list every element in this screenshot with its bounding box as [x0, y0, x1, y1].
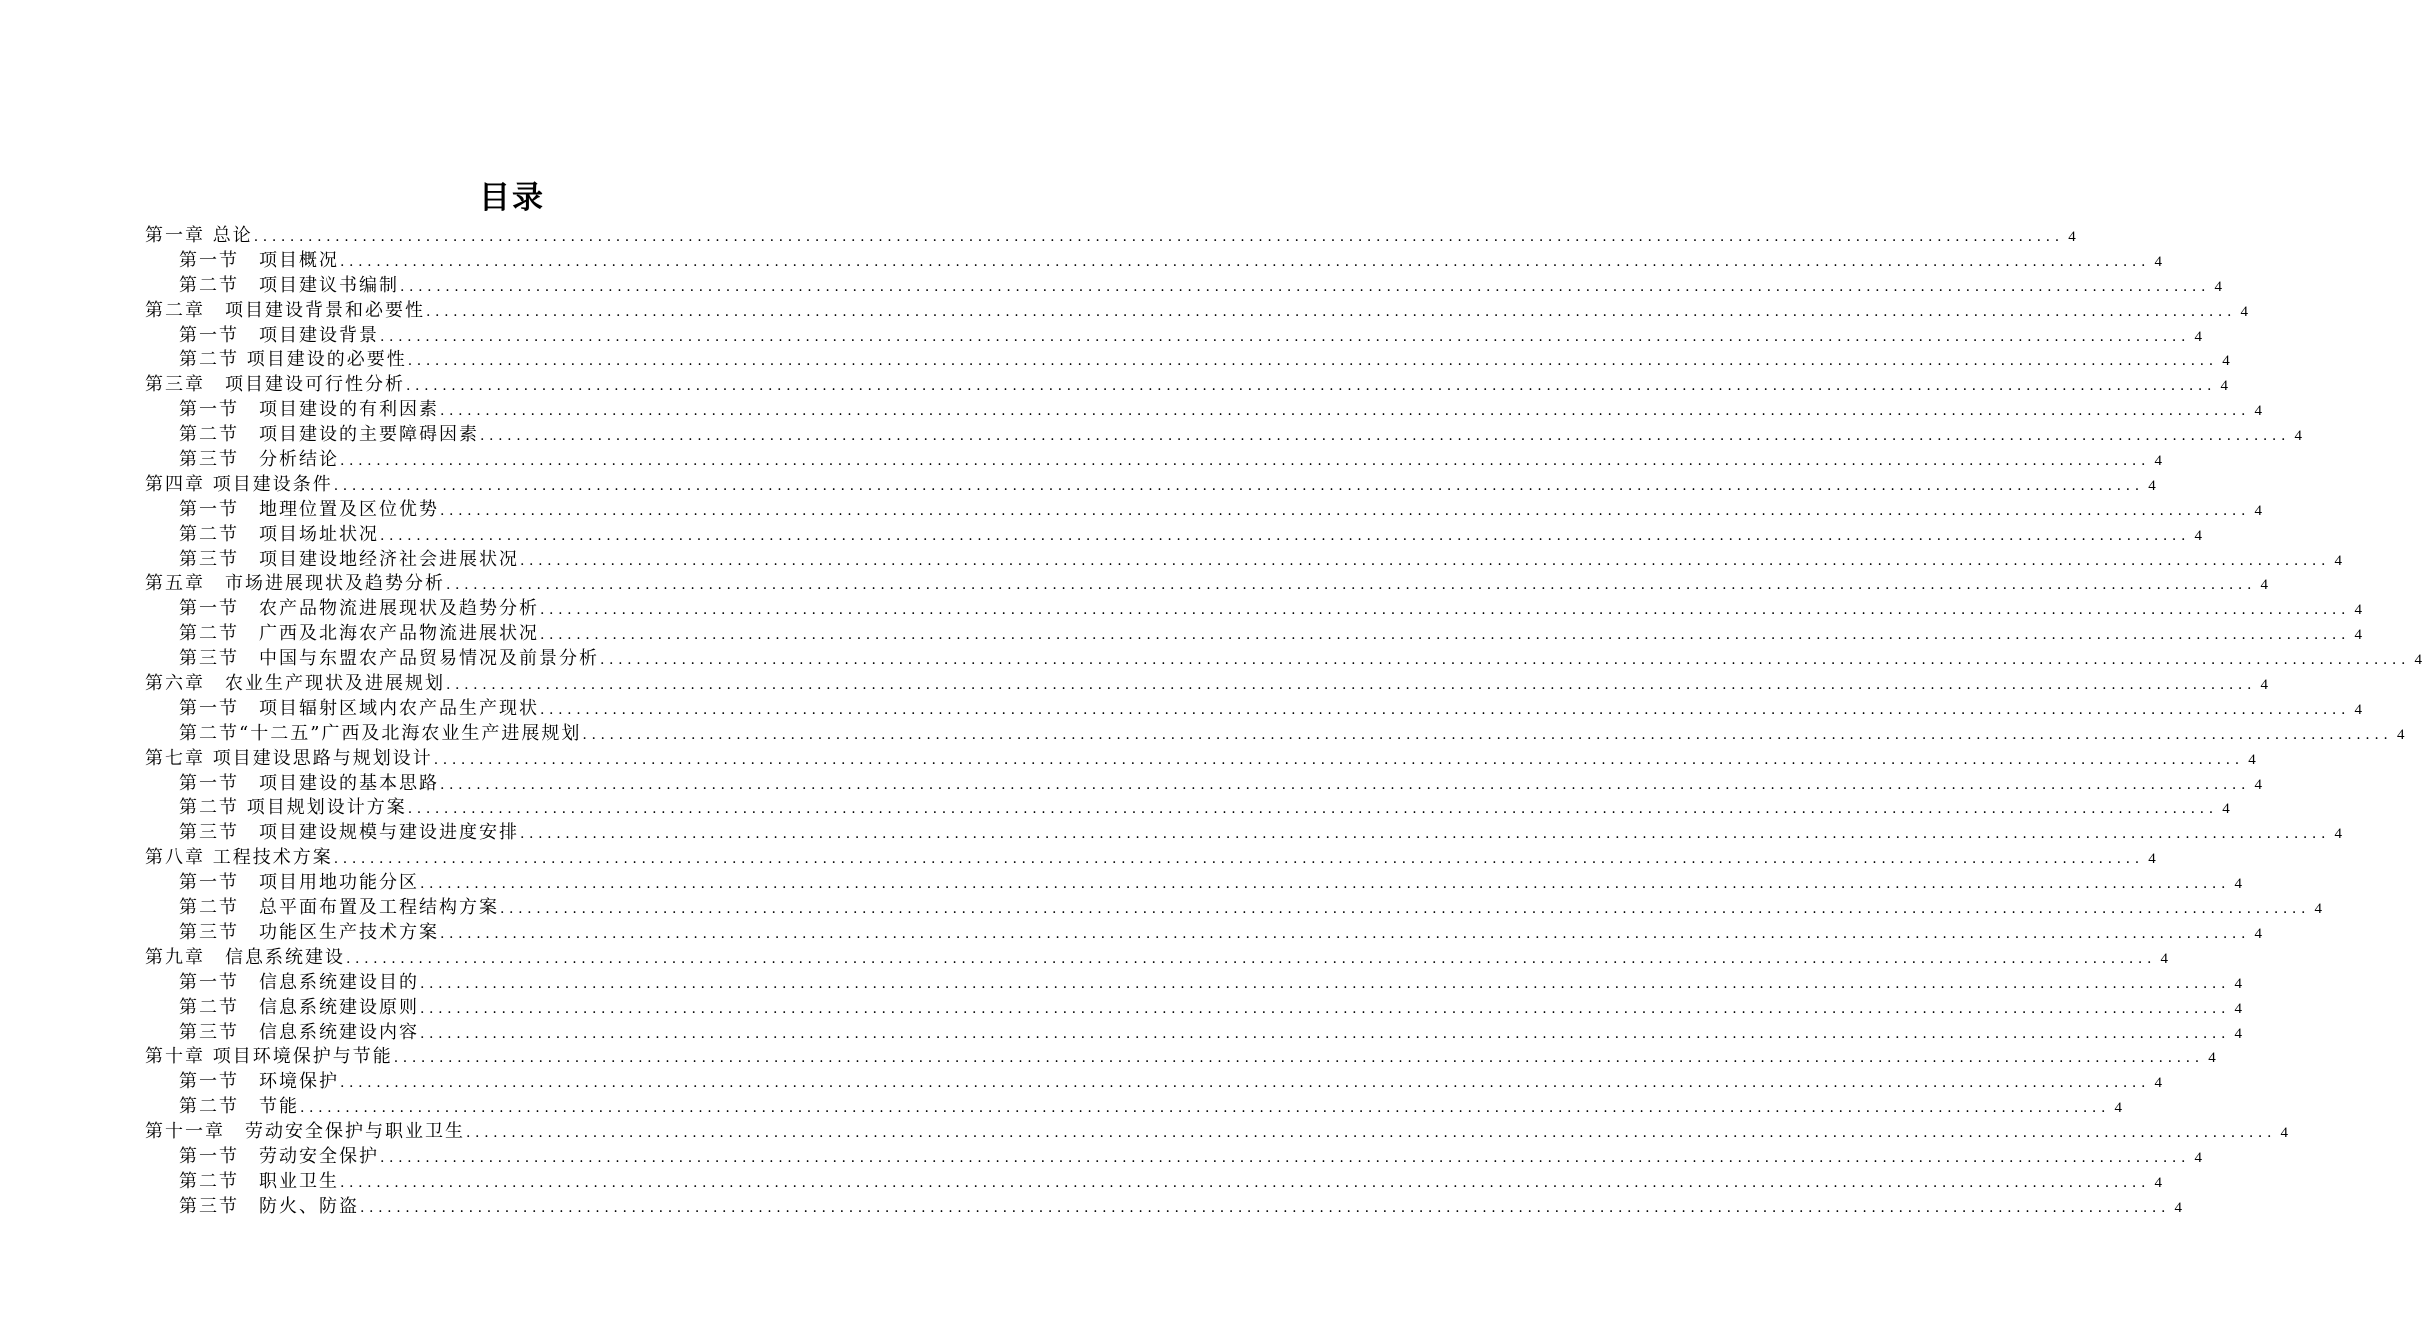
toc-section-title[interactable]: 第二节 项目建设的必要性: [179, 349, 407, 371]
toc-dot-leader: ........................................................................................................................................................................................................: [440, 403, 2251, 420]
toc-page-number: 4: [2260, 677, 2269, 694]
toc-dot-leader: ........................................................................................................................................................................................................: [446, 577, 2257, 594]
toc-dot-leader: ........................................................................................................................................................................................................: [380, 527, 2191, 544]
toc-dot-leader: ........................................................................................................................................................................................................: [420, 876, 2231, 893]
toc-chapter-entry[interactable]: [145, 1045, 2216, 1070]
toc-dot-leader: ........................................................................................................................................................................................................: [300, 1100, 2111, 1117]
toc-section-entry[interactable]: [145, 821, 2343, 846]
toc-page-number: 4: [2160, 950, 2169, 967]
toc-section-entry[interactable]: [145, 1170, 2163, 1195]
toc-page-number: 4: [2234, 1025, 2243, 1042]
toc-section-title[interactable]: 第一节 农产品物流进展现状及趋势分析: [179, 598, 539, 620]
toc-page-number: 4: [2254, 502, 2263, 519]
toc-chapter-title[interactable]: 第十章 项目环境保护与节能: [145, 1046, 393, 1068]
toc-dot-leader: ........................................................................................................................................................................................................: [333, 851, 2144, 868]
toc-section-entry[interactable]: [145, 1195, 2183, 1220]
toc-section-entry[interactable]: [145, 498, 2263, 523]
toc-dot-leader: ........................................................................................................................................................................................................: [346, 950, 2157, 967]
toc-section-title[interactable]: 第一节 信息系统建设目的: [179, 971, 419, 993]
toc-page-number: 4: [2194, 328, 2203, 345]
toc-page-number: 4: [2240, 303, 2249, 320]
toc-section-title[interactable]: 第二节 节能: [179, 1096, 299, 1118]
toc-page-number: 4: [2234, 876, 2243, 893]
toc-dot-leader: ........................................................................................................................................................................................................: [407, 353, 2218, 370]
toc-section-title[interactable]: 第二节 项目建议书编制: [179, 274, 399, 296]
toc-section-entry[interactable]: [145, 597, 2363, 622]
toc-section-entry[interactable]: [145, 896, 2323, 921]
toc-section-title[interactable]: 第二节 项目建设的主要障碍因素: [179, 424, 479, 446]
toc-dot-leader: ........................................................................................................................................................................................................: [540, 701, 2351, 718]
toc-dot-leader: ........................................................................................................................................................................................................: [420, 975, 2231, 992]
toc-section-title[interactable]: 第一节 项目建设的基本思路: [179, 772, 439, 794]
toc-dot-leader: ........................................................................................................................................................................................................: [393, 1050, 2204, 1067]
toc-section-entry[interactable]: [145, 523, 2203, 548]
toc-section-title[interactable]: 第三节 项目建设地经济社会进展状况: [179, 548, 519, 570]
toc-section-entry[interactable]: [145, 249, 2163, 274]
toc-page-number: 4: [2154, 253, 2163, 270]
toc-section-title[interactable]: 第二节 项目场址状况: [179, 523, 379, 545]
toc-section-title[interactable]: 第一节 地理位置及区位优势: [179, 498, 439, 520]
toc-dot-leader: ........................................................................................................................................................................................................: [540, 602, 2351, 619]
toc-dot-leader: ........................................................................................................................................................................................................: [420, 1025, 2231, 1042]
toc-section-entry[interactable]: [145, 1145, 2203, 1170]
toc-section-title[interactable]: 第三节 信息系统建设内容: [179, 1021, 419, 1043]
toc-page-number: 4: [2254, 776, 2263, 793]
toc-page-number: 4: [2114, 1100, 2123, 1117]
toc-dot-leader: ........................................................................................................................................................................................................: [440, 925, 2251, 942]
toc-dot-leader: ........................................................................................................................................................................................................: [253, 229, 2064, 245]
toc-dot-leader: ........................................................................................................................................................................................................: [426, 303, 2237, 320]
toc-section-entry[interactable]: [145, 921, 2263, 946]
toc-dot-leader: ........................................................................................................................................................................................................: [440, 776, 2251, 793]
toc-page-number: 4: [2354, 701, 2363, 718]
toc-chapter-title[interactable]: 第四章 项目建设条件: [145, 473, 333, 495]
toc-dot-leader: ........................................................................................................................................................................................................: [333, 477, 2144, 494]
toc-section-title[interactable]: 第三节 分析结论: [179, 449, 339, 471]
toc-section-title[interactable]: 第二节 项目规划设计方案: [179, 797, 407, 819]
toc-dot-leader: ........................................................................................................................................................................................................: [400, 278, 2211, 295]
toc-page-number: 4: [2222, 353, 2230, 370]
toc-chapter-title[interactable]: 第一章 总论: [145, 225, 253, 246]
toc-page-number: 4: [2154, 453, 2163, 470]
toc-dot-leader: ........................................................................................................................................................................................................: [446, 677, 2257, 694]
toc-dot-leader: ........................................................................................................................................................................................................: [440, 502, 2251, 519]
toc-section-title[interactable]: 第一节 项目用地功能分区: [179, 872, 419, 894]
toc-chapter-entry[interactable]: [145, 373, 2229, 398]
toc-page-number: 4: [2154, 1174, 2163, 1191]
toc-dot-leader: ........................................................................................................................................................................................................: [406, 378, 2217, 395]
toc-section-entry[interactable]: [145, 871, 2243, 896]
toc-chapter-entry[interactable]: [145, 299, 2249, 324]
toc-section-title[interactable]: 第三节 防火、防盗: [179, 1195, 359, 1217]
toc-page-number: 4: [2174, 1199, 2183, 1216]
toc-chapter-title[interactable]: 第五章 市场进展现状及趋势分析: [145, 573, 445, 595]
toc-chapter-entry[interactable]: [145, 572, 2269, 597]
toc-page-number: 4: [2354, 627, 2363, 644]
toc-dot-leader: ........................................................................................................................................................................................................: [340, 1174, 2151, 1191]
toc-section-entry[interactable]: [145, 324, 2203, 349]
toc-section-title[interactable]: 第一节 劳动安全保护: [179, 1145, 379, 1167]
toc-section-entry[interactable]: [145, 423, 2303, 448]
toc-chapter-entry[interactable]: [145, 946, 2169, 971]
toc-section-entry[interactable]: [145, 796, 2230, 821]
toc-chapter-title[interactable]: 第三章 项目建设可行性分析: [145, 374, 405, 396]
toc-chapter-title[interactable]: 第六章 农业生产现状及进展规划: [145, 673, 445, 695]
toc-chapter-entry[interactable]: [145, 747, 2256, 772]
toc-section-entry[interactable]: [145, 971, 2243, 996]
toc-page-number: 4: [2194, 527, 2203, 544]
toc-dot-leader: ........................................................................................................................................................................................................: [360, 1199, 2171, 1216]
toc-section-entry[interactable]: [145, 622, 2363, 647]
toc-dot-leader: ........................................................................................................................................................................................................: [520, 552, 2331, 569]
toc-dot-leader: ........................................................................................................................................................................................................: [340, 1075, 2151, 1092]
toc-dot-leader: ........................................................................................................................................................................................................: [500, 901, 2311, 918]
toc-section-entry[interactable]: [145, 1021, 2243, 1046]
toc-section-entry[interactable]: [145, 722, 2405, 747]
toc-page-number: 4: [2194, 1149, 2203, 1166]
toc-section-entry[interactable]: [145, 548, 2343, 573]
toc-section-title[interactable]: 第三节 项目建设规模与建设进度安排: [179, 822, 519, 844]
toc-page-number: 4: [2214, 278, 2223, 295]
toc-dot-leader: ........................................................................................................................................................................................................: [520, 826, 2331, 843]
toc-chapter-entry[interactable]: [145, 473, 2156, 498]
toc-page-number: 4: [2334, 826, 2343, 843]
toc-section-entry[interactable]: [145, 647, 2422, 672]
toc-section-title[interactable]: 第一节 项目建设背景: [179, 324, 379, 346]
toc-dot-leader: ........................................................................................................................................................................................................: [582, 726, 2393, 743]
toc-page-number: 4: [2220, 378, 2229, 395]
toc-section-entry[interactable]: [145, 448, 2163, 473]
toc-section-title[interactable]: 第一节 项目建设的有利因素: [179, 399, 439, 421]
toc-dot-leader: ........................................................................................................................................................................................................: [433, 751, 2244, 768]
toc-dot-leader: ........................................................................................................................................................................................................: [600, 652, 2411, 669]
toc-section-title[interactable]: 第一节 环境保护: [179, 1071, 339, 1093]
toc-list: [145, 224, 2422, 1220]
toc-dot-leader: ........................................................................................................................................................................................................: [466, 1125, 2277, 1142]
toc-dot-leader: ........................................................................................................................................................................................................: [340, 253, 2151, 270]
toc-section-title[interactable]: 第二节 职业卫生: [179, 1170, 339, 1192]
toc-page-number: 4: [2334, 552, 2343, 569]
toc-page-number: 4: [2234, 975, 2243, 992]
toc-title: 目录: [479, 180, 545, 216]
toc-dot-leader: ........................................................................................................................................................................................................: [540, 627, 2351, 644]
toc-chapter-entry[interactable]: [145, 672, 2269, 697]
toc-page-number: 4: [2154, 1075, 2163, 1092]
toc-chapter-title[interactable]: 第九章 信息系统建设: [145, 946, 345, 968]
toc-page-number: 4: [2148, 477, 2156, 494]
toc-page-number: 4: [2208, 1050, 2216, 1067]
toc-dot-leader: ........................................................................................................................................................................................................: [407, 801, 2218, 818]
toc-page-number: 4: [2414, 652, 2422, 669]
toc-section-entry[interactable]: [145, 398, 2263, 423]
toc-chapter-entry[interactable]: [145, 1120, 2289, 1145]
toc-page-number: 4: [2280, 1125, 2289, 1142]
toc-page-number: 4: [2148, 851, 2156, 868]
toc-dot-leader: ........................................................................................................................................................................................................: [340, 453, 2151, 470]
toc-section-title[interactable]: 第三节 中国与东盟农产品贸易情况及前景分析: [179, 648, 599, 670]
toc-dot-leader: ........................................................................................................................................................................................................: [420, 1000, 2231, 1017]
toc-section-entry[interactable]: [145, 1070, 2163, 1095]
toc-section-entry[interactable]: [145, 348, 2230, 373]
toc-section-title[interactable]: 第一节 项目概况: [179, 249, 339, 271]
toc-chapter-title[interactable]: 第十一章 劳动安全保护与职业卫生: [145, 1121, 465, 1143]
toc-page-number: 4: [2254, 403, 2263, 420]
toc-chapter-entry[interactable]: [145, 224, 2076, 249]
toc-section-entry[interactable]: [145, 772, 2263, 797]
toc-dot-leader: ........................................................................................................................................................................................................: [380, 1149, 2191, 1166]
toc-page-number: 4: [2260, 577, 2269, 594]
toc-page-number: 4: [2396, 726, 2405, 743]
toc-page-number: 4: [2294, 428, 2303, 445]
toc-page-number: 4: [2234, 1000, 2243, 1017]
toc-section-title[interactable]: 第一节 项目辐射区域内农产品生产现状: [179, 697, 539, 719]
toc-chapter-title[interactable]: 第八章 工程技术方案: [145, 847, 333, 869]
toc-section-entry[interactable]: [145, 274, 2223, 299]
toc-page-number: 4: [2248, 751, 2256, 768]
toc-section-entry[interactable]: [145, 1095, 2123, 1120]
toc-section-title[interactable]: 第二节 广西及北海农产品物流进展状况: [179, 623, 539, 645]
toc-section-entry[interactable]: [145, 697, 2363, 722]
toc-page-number: 4: [2068, 229, 2076, 245]
toc-dot-leader: ........................................................................................................................................................................................................: [380, 328, 2191, 345]
toc-page-number: 4: [2254, 925, 2263, 942]
toc-section-entry[interactable]: [145, 996, 2243, 1021]
toc-page-number: 4: [2314, 901, 2323, 918]
toc-section-title[interactable]: 第二节“十二五”广西及北海农业生产进展规划: [179, 722, 582, 744]
toc-section-title[interactable]: 第二节 总平面布置及工程结构方案: [179, 897, 499, 919]
toc-chapter-title[interactable]: 第二章 项目建设背景和必要性: [145, 299, 425, 321]
toc-page-number: 4: [2222, 801, 2230, 818]
toc-chapter-entry[interactable]: [145, 846, 2156, 871]
toc-section-title[interactable]: 第二节 信息系统建设原则: [179, 996, 419, 1018]
toc-page-number: 4: [2354, 602, 2363, 619]
toc-dot-leader: ........................................................................................................................................................................................................: [480, 428, 2291, 445]
toc-section-title[interactable]: 第三节 功能区生产技术方案: [179, 921, 439, 943]
toc-chapter-title[interactable]: 第七章 项目建设思路与规划设计: [145, 747, 433, 769]
